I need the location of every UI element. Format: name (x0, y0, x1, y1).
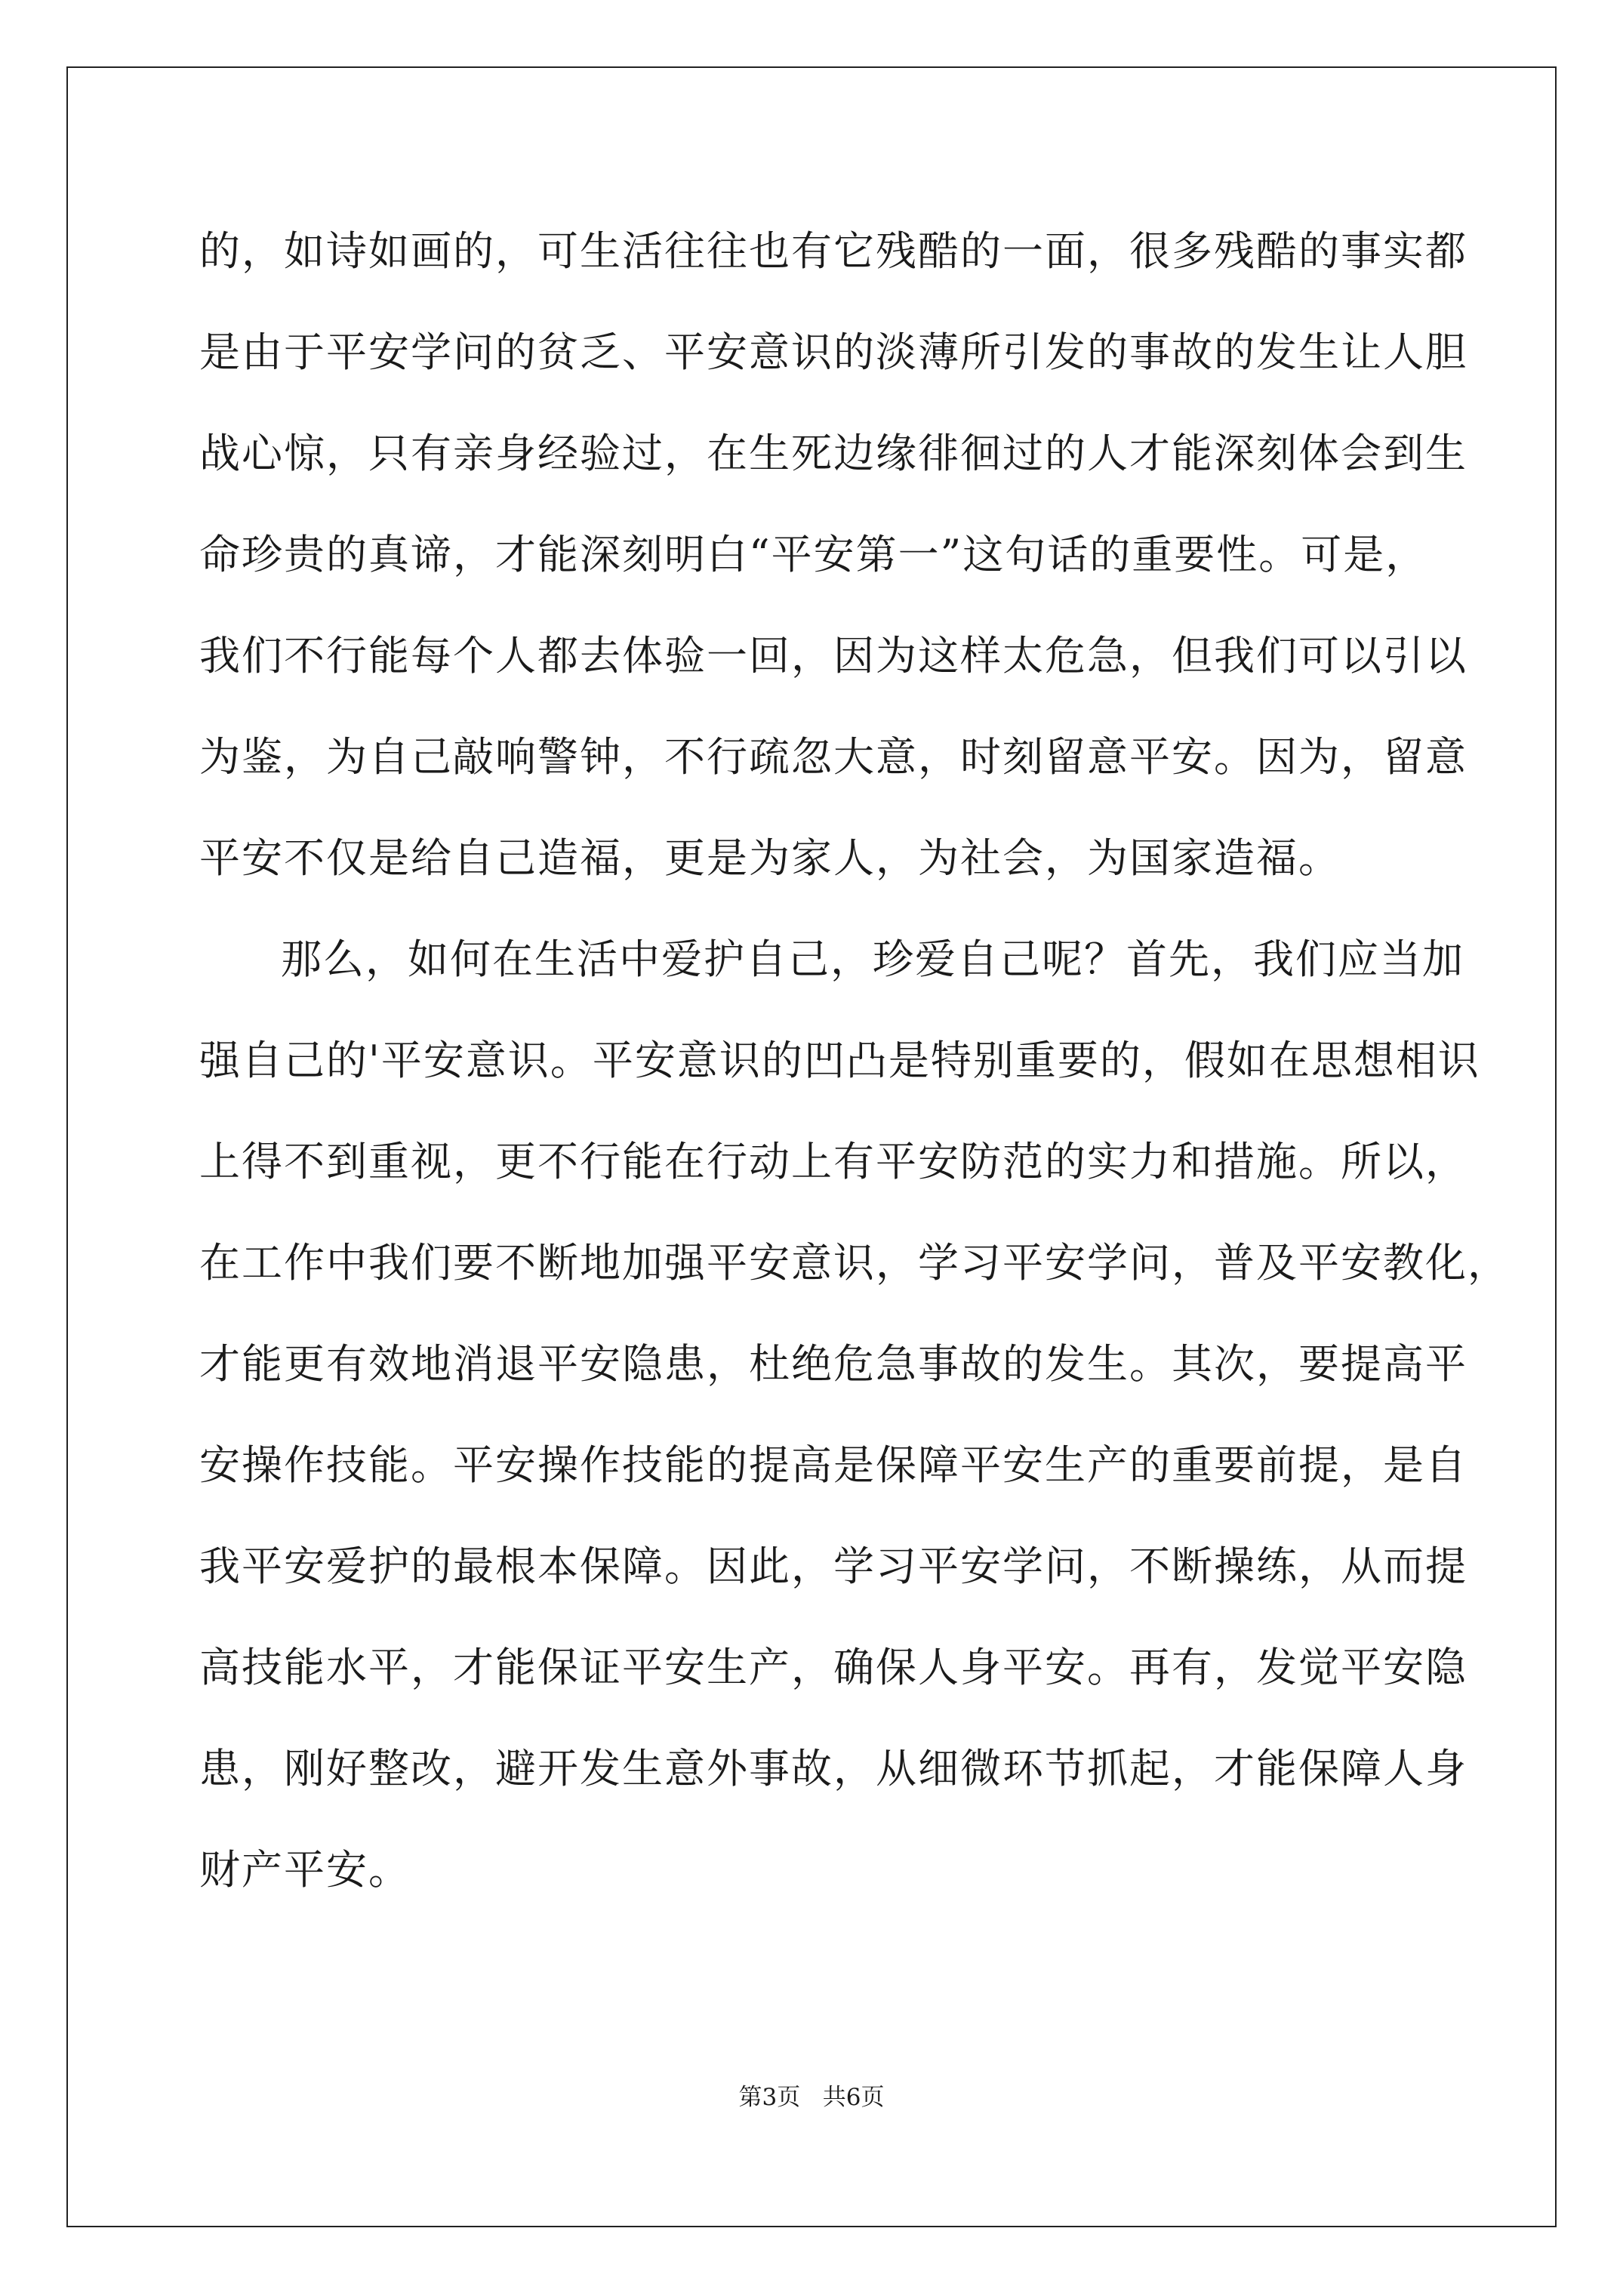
text-line: 才能更有效地消退平安隐患，杜绝危急事故的发生。其次，要提高平 (199, 1340, 1467, 1388)
text-line: 我平安爱护的最根本保障。因此，学习平安学问，不断操练，从而提 (199, 1542, 1467, 1590)
text-line: 高技能水平，才能保证平安生产，确保人身平安。再有，发觉平安隐 (199, 1644, 1467, 1691)
text-line: 我们不行能每个人都去体验一回，因为这样太危急，但我们可以引以 (199, 632, 1467, 680)
text-line: 财产平安。 (199, 1846, 411, 1894)
text-line: 在工作中我们要不断地加强平安意识，学习平安学问，普及平安教化， (199, 1239, 1510, 1287)
text-line: 安操作技能。平安操作技能的提高是保障平安生产的重要前提，是自 (199, 1441, 1467, 1489)
text-line: 为鉴，为自己敲响警钟，不行疏忽大意，时刻留意平安。因为，留意 (199, 733, 1467, 781)
text-line: 是由于平安学问的贫乏、平安意识的淡薄所引发的事故的发生让人胆 (199, 328, 1467, 376)
text-line: 命珍贵的真谛，才能深刻明白“平安第一”这句话的重要性。可是， (199, 531, 1428, 578)
text-line: 患，刚好整改，避开发生意外事故，从细微环节抓起，才能保障人身 (199, 1745, 1467, 1792)
text-line: 强自己的'平安意识。平安意识的凹凸是特别重要的，假如在思想相识 (199, 1037, 1480, 1084)
text-line: 上得不到重视，更不行能在行动上有平安防范的实力和措施。所以， (199, 1138, 1467, 1185)
page-number-footer: 第3页 共6页 (738, 2084, 885, 2111)
text-line: 的，如诗如画的，可生活往往也有它残酷的一面，很多残酷的事实都 (199, 227, 1467, 275)
paragraph-start-line: 那么，如何在生活中爱护自己，珍爱自己呢？首先，我们应当加 (281, 935, 1464, 983)
text-line: 战心惊，只有亲身经验过，在生死边缘徘徊过的人才能深刻体会到生 (199, 430, 1467, 477)
text-line: 平安不仅是给自己造福，更是为家人，为社会，为国家造福。 (199, 834, 1341, 882)
